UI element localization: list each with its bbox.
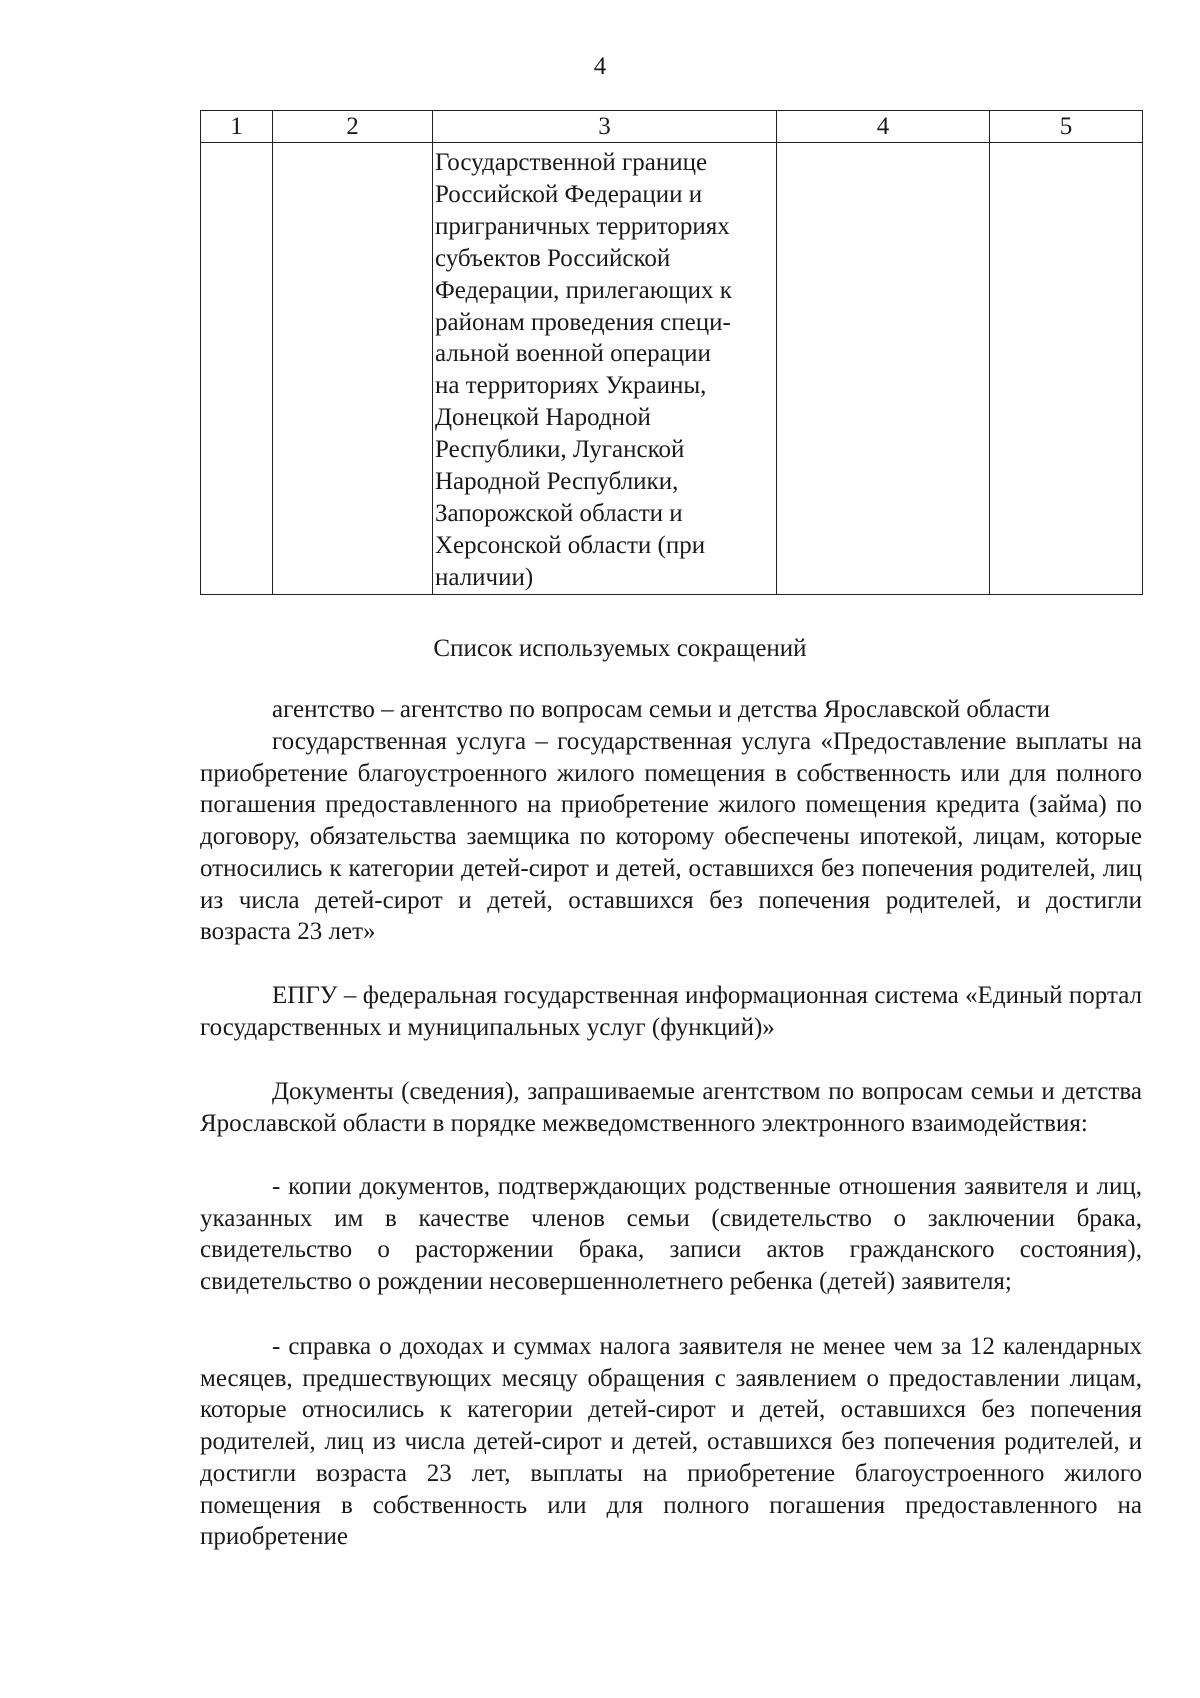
table-cell-col1: [201, 143, 273, 595]
table-header-row: [201, 111, 1143, 143]
table-row: [201, 143, 1143, 595]
document-item: - копии документов, подтверждающих родственные отношения заявителя и лиц, указанных им в качестве членов семьи (свидетельство о заключении брака, свидетельство о расторжении брака, записи актов гражданского состояния), свидетельство о рождении несовершеннолетнего ребенка (детей) заявителя;: [200, 1173, 1142, 1296]
documents-intro: Документы (сведения), запрашиваемые агентством по вопросам семьи и детства Ярославской области в порядке межведомственного электронного взаимодействия:: [200, 1078, 1142, 1137]
table-cell-col4: [777, 143, 990, 595]
page-number: 4: [593, 53, 607, 80]
continuation-table: [200, 110, 1143, 595]
table-cell-col2: [273, 143, 433, 595]
document-item: - справка о доходах и суммах налога заявителя не менее чем за 12 календарных месяцев, предшествующих месяцу обращения с заявлением о предоставлении лицам, которые относились к категории детей-сирот и детей, оставшихся без попечения родителей, лиц из числа детей-сирот и детей, оставшихся без попечения родителей, и достигли возраста 23 лет, выплаты на приобретение благоустроенного жилого помещения в собственность или для полного погашения предоставленного на приобретение: [200, 1333, 1142, 1551]
table-cell-col3: Государственной границе Российской Федерации и приграничных территориях субъектов Российской Федерации, прилегающих к районам проведения специ- альной военной операции на территориях Украины, Донецкой Народной Республики, Луганской Народной Республики, Запорожской области и Херсонской области (при наличии): [433, 143, 777, 595]
abbreviation-item: агентство – агентство по вопросам семьи и детства Ярославской области: [272, 696, 1051, 723]
table-header-cell: 3: [433, 111, 777, 143]
table-header-cell: 5: [990, 111, 1143, 143]
table-header-cell: 1: [201, 111, 273, 143]
table-header-cell: 2: [273, 111, 433, 143]
table-cell-col5: [990, 143, 1143, 595]
abbreviations-title: Список используемых сокращений: [433, 635, 807, 662]
abbreviation-item: ЕПГУ – федеральная государственная информационная система «Единый портал государственных и муниципальных услуг (функций)»: [200, 982, 1142, 1041]
table-header-cell: 4: [777, 111, 990, 143]
abbreviation-item: государственная услуга – государственная услуга «Предоставление выплаты на приобретение благоустроенного жилого помещения в собственность или для полного погашения предоставленного на приобретение жилого помещения кредита (займа) по договору, обязательства заемщика по которому обеспечены ипотекой, лицам, которые относились к категории детей-сирот и детей, оставшихся без попечения родителей, лиц из числа детей-сирот и детей, оставшихся без попечения родителей, и достигли возраста 23 лет»: [200, 728, 1142, 946]
